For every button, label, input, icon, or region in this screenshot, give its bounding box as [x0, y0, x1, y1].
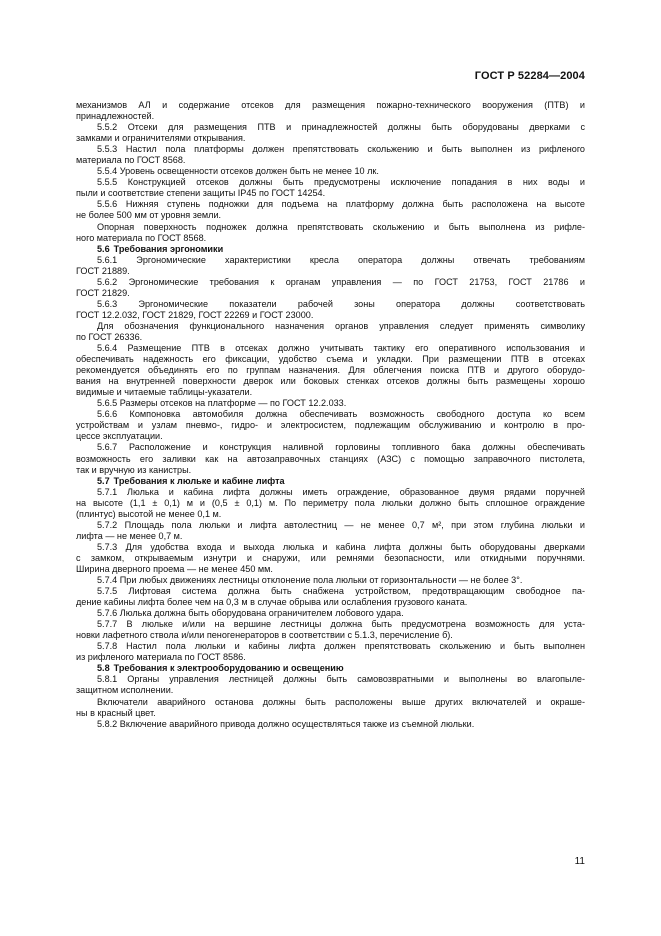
- text-line: принадлежностей.: [76, 111, 155, 122]
- paragraph: [76, 398, 585, 409]
- text-line: 5.7.5 Лифтовая система должна быть снабжена устройством, предотвращающим свободное па-: [97, 586, 585, 597]
- text-line: возможность его заливки как на автозаправочных станциях (АЗС) с помощью заправочного пистолета,: [76, 453, 585, 464]
- text-line: 5.7.2 Площадь пола люльки и лифта автолестниц — не менее 0,7 м², при этом глубина люльки и: [97, 519, 585, 530]
- text-line: 5.8.2 Включение аварийного привода должно осуществляться также из съемной люльки.: [97, 718, 475, 729]
- text-line: 5.6.2 Эргономические требования к органам управления — по ГОСТ 21753, ГОСТ 21786 и: [97, 276, 585, 287]
- paragraph: [76, 619, 585, 641]
- text-line: из рифленого материала по ГОСТ 8586.: [76, 652, 246, 663]
- text-line: на высоте (1,1 ± 0,1) м и (0,5 ± 0,1) м. По периметру пола люльки должно быть сплошное ограждение: [76, 497, 585, 508]
- text-line: по ГОСТ 26336.: [76, 331, 143, 342]
- text-line: 5.5.6 Нижняя ступень подножки для подъема на платформу должна быть расположена на высоте: [97, 199, 585, 210]
- text-line: 5.6.7 Расположение и конструкция наливной горловины топливного бака должны обеспечивать: [97, 442, 585, 453]
- text-line: не более 500 мм от уровня земли.: [76, 210, 222, 221]
- text-line: Включатели аварийного останова должны быть расположены выше других включателей и окраше-: [97, 696, 585, 707]
- text-line: 5.7.3 Для удобства входа и выхода люлька и кабина лифта должны быть оборудованы дверками: [97, 541, 585, 552]
- section-heading: [76, 244, 585, 255]
- paragraph: [76, 575, 585, 586]
- paragraph: [76, 177, 585, 199]
- text-line: ГОСТ 21889.: [76, 265, 130, 276]
- text-line: 5.6.6 Компоновка автомобиля должна обеспечивать возможность свободного доступа ко всем: [97, 409, 585, 420]
- text-line: вания на внутренней поверхности дверок или боковых стенках отсеков должны быть размещены хорошо: [76, 376, 585, 387]
- paragraph: [76, 719, 585, 730]
- paragraph: [76, 222, 585, 244]
- text-line: ны в красный цвет.: [76, 707, 156, 718]
- text-line: 5.8.1 Органы управления лестницей должны быть самовозвратными и выполнены во влагопыле-: [97, 674, 585, 685]
- paragraph: [76, 674, 585, 696]
- text-line: 5.6.5 Размеры отсеков на платформе — по ГОСТ 12.2.033.: [97, 398, 347, 409]
- text-line: (плинтус) высотой не менее 0,1 м.: [76, 508, 222, 519]
- paragraph: [76, 122, 585, 144]
- text-line: 5.7.7 В люльке и/или на вершине лестницы должна быть предусмотрена возможность для уста-: [97, 619, 585, 630]
- paragraph: [76, 542, 585, 575]
- text-line: ГОСТ 21829.: [76, 287, 130, 298]
- paragraph: [76, 321, 585, 343]
- text-line: 5.7.1 Люлька и кабина лифта должны иметь ограждение, образованное двумя рядами поручней: [97, 486, 585, 497]
- text-line: с замком, открываемым изнутри и снаружи, или ремнями безопасности, или откидными поручнями.: [76, 552, 585, 563]
- text-line: 5.6.3 Эргономические показатели рабочей зоны оператора должны соответствовать: [97, 298, 585, 309]
- paragraph: [76, 199, 585, 221]
- text-line: Для обозначения функционального назначения органов управления следует применять символику: [97, 320, 585, 331]
- paragraph: [76, 299, 585, 321]
- text-line: цессе эксплуатации.: [76, 431, 163, 442]
- text-line: 5.5.5 Конструкцией отсеков должны быть предусмотрены исключение попадания в них воды и: [97, 177, 585, 188]
- text-line: ГОСТ 12.2.032, ГОСТ 21829, ГОСТ 22269 и ГОСТ 23000.: [76, 309, 314, 320]
- page-number: 11: [574, 856, 585, 867]
- paragraph: [76, 520, 585, 542]
- paragraph: [76, 487, 585, 520]
- section-number: 5.8: [97, 663, 110, 674]
- text-line: так и вручную из канистры.: [76, 464, 192, 475]
- paragraph: [76, 277, 585, 299]
- text-line: дение кабины лифта более чем на 0,3 м в случае обрыва или ослабления грузового каната.: [76, 597, 468, 608]
- text-line: 5.6.1 Эргономические характеристики кресла оператора должны отвечать требованиям: [97, 254, 585, 265]
- paragraph: [76, 409, 585, 442]
- text-line: 5.7.6 Люлька должна быть оборудована ограничителем лобового удара.: [97, 608, 404, 619]
- text-line: обеспечивать надежность его фиксации, удобство съема и укладки. При размещении ПТВ в отсеках: [76, 354, 585, 365]
- section-title: Требования к люльке и кабине лифта: [113, 475, 285, 486]
- text-line: 5.5.3 Настил пола платформы должен препятствовать скольжению и быть выполнен из рифленого: [97, 144, 585, 155]
- text-line: материала по ГОСТ 8568.: [76, 155, 186, 166]
- text-line: пыли и соответствие степени защиты IP45 по ГОСТ 14254.: [76, 188, 326, 199]
- paragraph: [76, 144, 585, 166]
- text-line: 5.5.4 Уровень освещенности отсеков должен быть не менее 10 лк.: [97, 166, 379, 177]
- section-number: 5.6: [97, 243, 110, 254]
- text-line: рекомендуется объединять его по группам назначения. Для облегчения поиска ПТВ и другого оборудо-: [76, 365, 585, 376]
- text-line: механизмов АЛ и содержание отсеков для размещения пожарно-технического вооружения (ПТВ) и: [76, 100, 585, 110]
- section-title: Требования эргономики: [113, 243, 224, 254]
- paragraph: [76, 641, 585, 663]
- paragraph: [76, 608, 585, 619]
- paragraph: [76, 586, 585, 608]
- text-line: 5.7.4 При любых движениях лестницы отклонение пола люльки от горизонтальности — не более 3°.: [97, 575, 523, 586]
- text-line: устройствам и узлам пневмо-, гидро- и электросистем, подлежащим обслуживанию и контролю в про-: [76, 420, 585, 431]
- text-line: замками и ограничителями открывания.: [76, 133, 246, 144]
- section-title: Требования к электрооборудованию и освещению: [113, 663, 344, 674]
- paragraph: [76, 697, 585, 719]
- paragraph: [76, 166, 585, 177]
- text-line: видимые и читаемые таблицы-указатели.: [76, 387, 253, 398]
- document-header: ГОСТ Р 52284—2004: [474, 70, 585, 82]
- document-body: [76, 100, 585, 730]
- text-line: 5.5.2 Отсеки для размещения ПТВ и принадлежностей должны быть оборудованы дверками с: [97, 122, 585, 133]
- text-line: Ширина дверного проема — не менее 450 мм.: [76, 563, 273, 574]
- section-number: 5.7: [97, 475, 110, 486]
- section-heading: [76, 476, 585, 487]
- section-heading: [76, 663, 585, 674]
- text-line: 5.7.8 Настил пола люльки и кабины лифта должен препятствовать скольжению и быть выполнен: [97, 641, 585, 652]
- paragraph: [76, 343, 585, 398]
- paragraph: [76, 442, 585, 475]
- text-line: 5.6.4 Размещение ПТВ в отсеках должно учитывать тактику его оперативного использования и: [97, 343, 585, 354]
- paragraph: [76, 255, 585, 277]
- text-line: ного материала по ГОСТ 8568.: [76, 232, 207, 243]
- paragraph: [76, 100, 585, 122]
- text-line: защитном исполнении.: [76, 685, 174, 696]
- text-line: новки лафетного ствола и/или пеногенераторов в соответствии с 5.1.3, перечисление б).: [76, 630, 453, 641]
- text-line: Опорная поверхность подножек должна препятствовать скольжению и быть выполнена из рифле-: [97, 221, 585, 232]
- text-line: лифта — не менее 0,7 м.: [76, 530, 183, 541]
